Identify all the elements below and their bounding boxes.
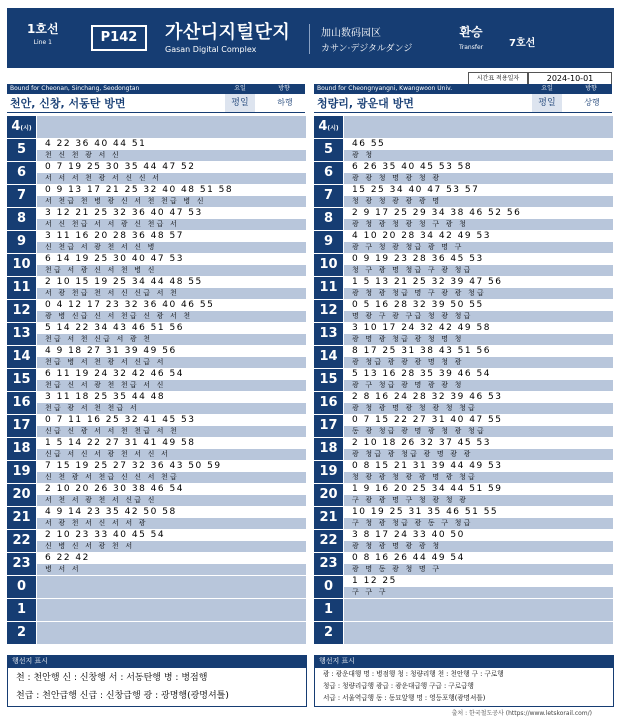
- hour-departures: [344, 185, 613, 207]
- hour-departures: [37, 300, 306, 322]
- hour-label: 16: [314, 392, 343, 414]
- hour-label: 14: [7, 346, 36, 368]
- destination-codes: 광 병 신급 신 서 천급 신 광 서 천: [45, 312, 193, 320]
- station-name-block: [165, 18, 290, 54]
- hour-departures: [344, 438, 613, 460]
- hour-row: [7, 323, 306, 346]
- departure-minutes: 15 25 34 40 47 53 57: [352, 185, 480, 195]
- hour-row: [314, 415, 613, 438]
- left-col-day: 요일: [234, 85, 246, 92]
- left-direction-header: [7, 84, 305, 94]
- hour-row: [314, 139, 613, 162]
- hour-departures: [344, 323, 613, 345]
- left-timetable: [7, 116, 306, 645]
- departure-minutes: 2 10 23 33 40 45 54: [45, 530, 166, 540]
- hour-departures: [37, 415, 306, 437]
- destination-codes: 천 신 천 광 서 신: [45, 151, 121, 159]
- hour-departures: [344, 461, 613, 483]
- hour-label: 15: [7, 369, 36, 391]
- destination-codes: 광 청 광 명 광 광 청: [352, 542, 442, 550]
- hour-row: [7, 415, 306, 438]
- destination-codes: 청 광 청 광 광 광 명: [352, 197, 442, 205]
- hour-label: 11: [7, 277, 36, 299]
- left-direction-name: 천안, 신창, 서동탄 방면: [10, 97, 126, 110]
- hour-departures: [344, 116, 613, 138]
- hour-label: 10: [7, 254, 36, 276]
- right-legend-line: 청급 : 청량리급행 광급 : 광운대급행 구급 : 구로급행: [323, 682, 474, 690]
- hour-departures: [37, 277, 306, 299]
- destination-codes: 광 청급 광 청급 광 명 광 광: [352, 450, 473, 458]
- line-name-en: Line 1: [33, 39, 52, 46]
- departure-minutes: 8 17 25 31 38 43 51 56: [352, 346, 491, 356]
- hour-label: 13: [314, 323, 343, 345]
- hour-departures: [37, 254, 306, 276]
- hour-row: [314, 300, 613, 323]
- hour-departures: [37, 116, 306, 138]
- hour-departures: [344, 300, 613, 322]
- destination-codes: 신 병 신 서 광 천 서: [45, 542, 135, 550]
- right-col-day: 요일: [541, 85, 553, 92]
- destination-codes: 구 구 구: [352, 588, 388, 596]
- departure-minutes: 0 7 19 25 30 35 44 47 52: [45, 162, 196, 172]
- hour-row: [7, 438, 306, 461]
- destination-codes: 신 천 광 서 천급 신 신 서 천급: [45, 473, 179, 481]
- hour-label: 2: [7, 622, 36, 644]
- hour-row: [7, 185, 306, 208]
- hour-row: [7, 576, 306, 599]
- hour-label: 1: [314, 599, 343, 621]
- hour-label: 12: [314, 300, 343, 322]
- hour-label: 20: [314, 484, 343, 506]
- hour-departures: [37, 231, 306, 253]
- hour-row: [7, 392, 306, 415]
- hour-departures: [344, 208, 613, 230]
- departure-minutes: 4 9 18 27 31 39 49 56: [45, 346, 177, 356]
- departure-minutes: 0 5 16 28 32 39 50 55: [352, 300, 484, 310]
- right-legend: [314, 667, 614, 707]
- hour-label: 17: [7, 415, 36, 437]
- right-direction-title: [314, 94, 612, 113]
- hour-label: 7: [314, 185, 343, 207]
- destination-codes: 청 광 광 청 광 광 명 광 청급: [352, 473, 478, 481]
- line-name: 1호선: [27, 22, 59, 36]
- hour-row: [7, 461, 306, 484]
- departure-minutes: 2 10 20 26 30 38 46 54: [45, 484, 184, 494]
- left-bound-en: Bound for Cheonan, Sinchang, Seodongtan: [10, 85, 140, 92]
- hour-row: [314, 530, 613, 553]
- hour-label: 21: [7, 507, 36, 529]
- hour-label: 7: [7, 185, 36, 207]
- hour-row: [314, 254, 613, 277]
- hour-row: [7, 553, 306, 576]
- hour-label: 6: [314, 162, 343, 184]
- station-name-jp: カサン·デジタルダンジ: [321, 44, 413, 54]
- hour-row: [7, 622, 306, 645]
- hour-label: 18: [7, 438, 36, 460]
- left-legend-line: 천 : 천안행 신 : 신창행 서 : 서동탄행 병 : 병점행: [16, 673, 208, 683]
- departure-minutes: 5 14 22 34 43 46 51 56: [45, 323, 184, 333]
- hour-row: [7, 139, 306, 162]
- effective-date-label: 시간표 적용일자: [468, 72, 528, 85]
- departure-minutes: 3 12 21 25 32 36 40 47 53: [45, 208, 203, 218]
- departure-minutes: 0 8 16 26 44 49 54: [352, 553, 465, 563]
- hour-departures: [37, 208, 306, 230]
- hour-departures: [344, 415, 613, 437]
- hour-label: 4(시): [314, 116, 343, 138]
- departure-minutes: 3 8 17 24 33 40 50: [352, 530, 465, 540]
- departure-minutes: 2 9 17 25 29 34 38 46 52 56: [352, 208, 522, 218]
- hour-departures: [37, 139, 306, 161]
- hour-row: [314, 553, 613, 576]
- right-col-dir: 방향: [585, 85, 597, 92]
- hour-label: 0: [314, 576, 343, 598]
- hour-label: 15: [314, 369, 343, 391]
- destination-codes: 광 명 동 광 청 명 구: [352, 565, 442, 573]
- hour-label: 14: [314, 346, 343, 368]
- departure-minutes: 1 12 25: [352, 576, 397, 586]
- line-badge: [27, 20, 59, 46]
- destination-codes: 광 청 광 청 광 청 구 광 청: [352, 220, 469, 228]
- destination-codes: 청 구 광 명 청급 구 광 청급: [352, 266, 473, 274]
- destination-codes: 광 청 광 명 광 청 광 청 청급: [352, 404, 478, 412]
- hour-departures: [344, 254, 613, 276]
- hour-label: 5: [7, 139, 36, 161]
- right-direction-type: 상행: [584, 98, 600, 107]
- hour-row: [314, 599, 613, 622]
- departure-minutes: 6 11 19 24 32 42 46 54: [45, 369, 184, 379]
- hour-label: 10: [314, 254, 343, 276]
- transfer-label-en: Transfer: [459, 44, 484, 51]
- hour-label: 23: [7, 553, 36, 575]
- hour-departures: [37, 185, 306, 207]
- destination-codes: 천급 신 서 광 천 천급 서 신: [45, 381, 166, 389]
- left-direction-type: 하행: [277, 98, 293, 107]
- hour-departures: [344, 139, 613, 161]
- departure-minutes: 0 9 19 23 28 36 45 53: [352, 254, 484, 264]
- hour-row: [314, 507, 613, 530]
- departure-minutes: 5 13 16 28 35 39 46 54: [352, 369, 491, 379]
- transfer-label: 환승: [459, 25, 483, 39]
- departure-minutes: 0 7 15 22 27 31 40 47 55: [352, 415, 503, 425]
- departure-minutes: 3 11 18 25 35 44 48: [45, 392, 166, 402]
- departure-minutes: 0 7 11 16 25 32 41 45 53: [45, 415, 196, 425]
- destination-codes: 광 구 청 광 청급 광 명 구: [352, 243, 464, 251]
- hour-departures: [344, 346, 613, 368]
- hour-row: [314, 369, 613, 392]
- hour-row: [7, 346, 306, 369]
- departure-minutes: 46 55: [352, 139, 386, 149]
- hour-label: 19: [7, 461, 36, 483]
- left-direction-title: [7, 94, 305, 113]
- right-direction-header: [314, 84, 612, 94]
- hour-label: 22: [7, 530, 36, 552]
- hour-departures: [344, 369, 613, 391]
- hour-row: [7, 116, 306, 139]
- departure-minutes: 0 9 13 17 21 25 32 40 48 51 58: [45, 185, 234, 195]
- hour-row: [7, 277, 306, 300]
- departure-minutes: 0 8 15 21 31 39 44 49 53: [352, 461, 503, 471]
- departure-minutes: 3 11 16 20 28 36 48 57: [45, 231, 184, 241]
- hour-label: 8: [7, 208, 36, 230]
- left-legend-line: 천급 : 천안급행 신급 : 신창급행 광 : 광명행(광명셔틀): [16, 691, 229, 701]
- hour-row: [7, 369, 306, 392]
- station-code: P142: [91, 25, 147, 51]
- hour-departures: [37, 599, 306, 621]
- hour-label: 4(시): [7, 116, 36, 138]
- hour-label: 11: [314, 277, 343, 299]
- destination-codes: 서 광 천급 천 서 신 신급 서 천: [45, 289, 179, 297]
- left-legend: [7, 667, 307, 707]
- destination-codes: 광 청급 광 광 광 명 청 광: [352, 358, 464, 366]
- hour-departures: [344, 392, 613, 414]
- hour-label: 0: [7, 576, 36, 598]
- hour-row: [314, 484, 613, 507]
- destination-codes: 구 광 광 명 구 청 광 청 광: [352, 496, 469, 504]
- left-legend-header: [7, 655, 307, 667]
- departure-minutes: 2 10 18 26 32 37 45 53: [352, 438, 491, 448]
- right-bound-en: Bound for Cheongnyangni, Kwangwoon Univ.: [317, 85, 453, 92]
- departure-minutes: 4 22 36 40 44 51: [45, 139, 147, 149]
- station-name-en: Gasan Digital Complex: [165, 45, 257, 54]
- hour-departures: [37, 346, 306, 368]
- hour-row: [7, 300, 306, 323]
- departure-minutes: 2 8 16 24 28 32 39 46 53: [352, 392, 503, 402]
- departure-minutes: 0 4 12 17 23 32 36 40 46 55: [45, 300, 215, 310]
- transfer-line: 7호선: [509, 38, 536, 49]
- destination-codes: 서 신 천급 서 서 광 신 천급 서: [45, 220, 179, 228]
- left-col-dir: 방향: [278, 85, 290, 92]
- hour-row: [314, 346, 613, 369]
- departure-minutes: 3 10 17 24 32 42 49 58: [352, 323, 491, 333]
- hour-departures: [37, 162, 306, 184]
- hour-departures: [37, 576, 306, 598]
- hour-row: [7, 507, 306, 530]
- departure-minutes: 6 14 19 25 30 40 47 53: [45, 254, 184, 264]
- hour-departures: [37, 369, 306, 391]
- destination-codes: 천급 서 광 신 서 천 병 신: [45, 266, 157, 274]
- destination-codes: 광 광 청 명 광 청 광: [352, 174, 442, 182]
- left-legend-title: 행선지 표시: [12, 657, 49, 665]
- station-name-zh: 加山数码园区: [321, 28, 381, 39]
- hour-row: [7, 208, 306, 231]
- hour-row: [314, 116, 613, 139]
- header-divider: [309, 24, 310, 54]
- right-legend-line: 광 : 광운대행 명 : 병점행 청 : 청량리행 천 : 천안행 구 : 구로행: [323, 670, 504, 678]
- hour-departures: [344, 553, 613, 575]
- hour-row: [314, 461, 613, 484]
- hour-label: 20: [7, 484, 36, 506]
- destination-codes: 구 청 광 청급 광 동 구 청급: [352, 519, 473, 527]
- destination-codes: 광 청: [352, 151, 375, 159]
- hour-label: 6: [7, 162, 36, 184]
- hour-departures: [37, 484, 306, 506]
- departure-minutes: 1 5 13 21 25 32 39 47 56: [352, 277, 503, 287]
- departure-minutes: 1 9 16 20 25 34 44 51 59: [352, 484, 503, 494]
- hour-label: 23: [314, 553, 343, 575]
- hour-label: 16: [7, 392, 36, 414]
- destination-codes: 서 광 천 서 신 서 서 광: [45, 519, 148, 527]
- hour-departures: [37, 438, 306, 460]
- right-timetable: [314, 116, 613, 645]
- hour-row: [314, 323, 613, 346]
- destination-codes: 광 청 광 청급 명 구 광 광 청급: [352, 289, 486, 297]
- transfer-block: [459, 23, 483, 51]
- hour-row: [314, 392, 613, 415]
- hour-departures: [37, 461, 306, 483]
- hour-row: [7, 231, 306, 254]
- hour-departures: [344, 277, 613, 299]
- departure-minutes: 4 9 14 23 35 42 50 58: [45, 507, 177, 517]
- hour-departures: [37, 392, 306, 414]
- hour-row: [7, 530, 306, 553]
- departure-minutes: 4 10 20 28 34 42 49 53: [352, 231, 491, 241]
- destination-codes: 서 서 서 천 광 서 신 신 서: [45, 174, 162, 182]
- destination-codes: 서 천급 천 병 광 신 서 천 천급 병 신: [45, 197, 206, 205]
- departure-minutes: 7 15 19 25 27 32 36 43 50 59: [45, 461, 222, 471]
- hour-departures: [344, 231, 613, 253]
- hour-row: [7, 599, 306, 622]
- left-day-type: 평일: [225, 94, 255, 112]
- hour-label: 8: [314, 208, 343, 230]
- departure-minutes: 2 10 15 19 25 34 44 48 55: [45, 277, 203, 287]
- hour-label: 9: [314, 231, 343, 253]
- destination-codes: 광 구 청급 광 명 광 광 청: [352, 381, 464, 389]
- right-legend-line: 서급 : 서울역급행 동 : 동묘앞행 명 : 영등포행(광명셔틀): [323, 694, 486, 702]
- source-credit: 출처 : 한국철도공사 (https://www.letskorail.com/): [451, 710, 592, 717]
- hour-label: 17: [314, 415, 343, 437]
- hour-departures: [344, 599, 613, 621]
- destination-codes: 신 천급 서 광 천 서 신 병: [45, 243, 157, 251]
- hour-departures: [37, 323, 306, 345]
- destination-codes: 서 천 서 광 천 서 신급 신: [45, 496, 157, 504]
- hour-departures: [344, 576, 613, 598]
- hour-label: 18: [314, 438, 343, 460]
- hour-label: 12: [7, 300, 36, 322]
- destination-codes: 천급 광 서 천 천급 서: [45, 404, 139, 412]
- destination-codes: 천급 병 서 천 광 서 신급 서: [45, 358, 166, 366]
- right-legend-title: 행선지 표시: [319, 657, 356, 665]
- hour-label: 21: [314, 507, 343, 529]
- hour-departures: [37, 507, 306, 529]
- hour-row: [314, 162, 613, 185]
- destination-codes: 신급 서 신 서 광 천 서 신 서: [45, 450, 171, 458]
- destination-codes: 병 서 서: [45, 565, 81, 573]
- hour-row: [314, 622, 613, 645]
- hour-label: 22: [314, 530, 343, 552]
- hour-label: 19: [314, 461, 343, 483]
- right-day-type: 평일: [532, 94, 562, 112]
- destination-codes: 천급 서 천 신급 서 광 천: [45, 335, 153, 343]
- destination-codes: 명 광 구 광 구급 청 광 청급: [352, 312, 473, 320]
- hour-row: [314, 438, 613, 461]
- hour-departures: [37, 553, 306, 575]
- hour-departures: [37, 622, 306, 644]
- station-name: 가산디지털단지: [165, 22, 291, 43]
- hour-label: 1: [7, 599, 36, 621]
- hour-row: [314, 231, 613, 254]
- hour-departures: [37, 530, 306, 552]
- destination-codes: 동 광 청급 광 명 광 청 광 청급: [352, 427, 486, 435]
- hour-label: 5: [314, 139, 343, 161]
- hour-departures: [344, 507, 613, 529]
- hour-label: 2: [314, 622, 343, 644]
- hour-departures: [344, 162, 613, 184]
- hour-row: [314, 185, 613, 208]
- right-direction-name: 청량리, 광운대 방면: [317, 97, 414, 110]
- hour-label: 13: [7, 323, 36, 345]
- hour-label: 9: [7, 231, 36, 253]
- hour-row: [314, 277, 613, 300]
- hour-row: [7, 484, 306, 507]
- station-header: [7, 8, 614, 68]
- hour-row: [314, 576, 613, 599]
- hour-departures: [344, 530, 613, 552]
- hour-row: [7, 254, 306, 277]
- hour-departures: [344, 484, 613, 506]
- departure-minutes: 10 19 25 31 35 46 51 55: [352, 507, 499, 517]
- hour-departures: [344, 622, 613, 644]
- departure-minutes: 6 22 42: [45, 553, 90, 563]
- destination-codes: 신급 신 광 서 서 천 천급 서 천: [45, 427, 179, 435]
- departure-minutes: 6 26 35 40 45 53 58: [352, 162, 473, 172]
- destination-codes: 광 명 광 청급 광 청 명 청: [352, 335, 464, 343]
- hour-row: [7, 162, 306, 185]
- right-legend-header: [314, 655, 614, 667]
- effective-date: 2024-10-01: [528, 72, 612, 85]
- hour-row: [314, 208, 613, 231]
- departure-minutes: 1 5 14 22 27 31 41 49 58: [45, 438, 196, 448]
